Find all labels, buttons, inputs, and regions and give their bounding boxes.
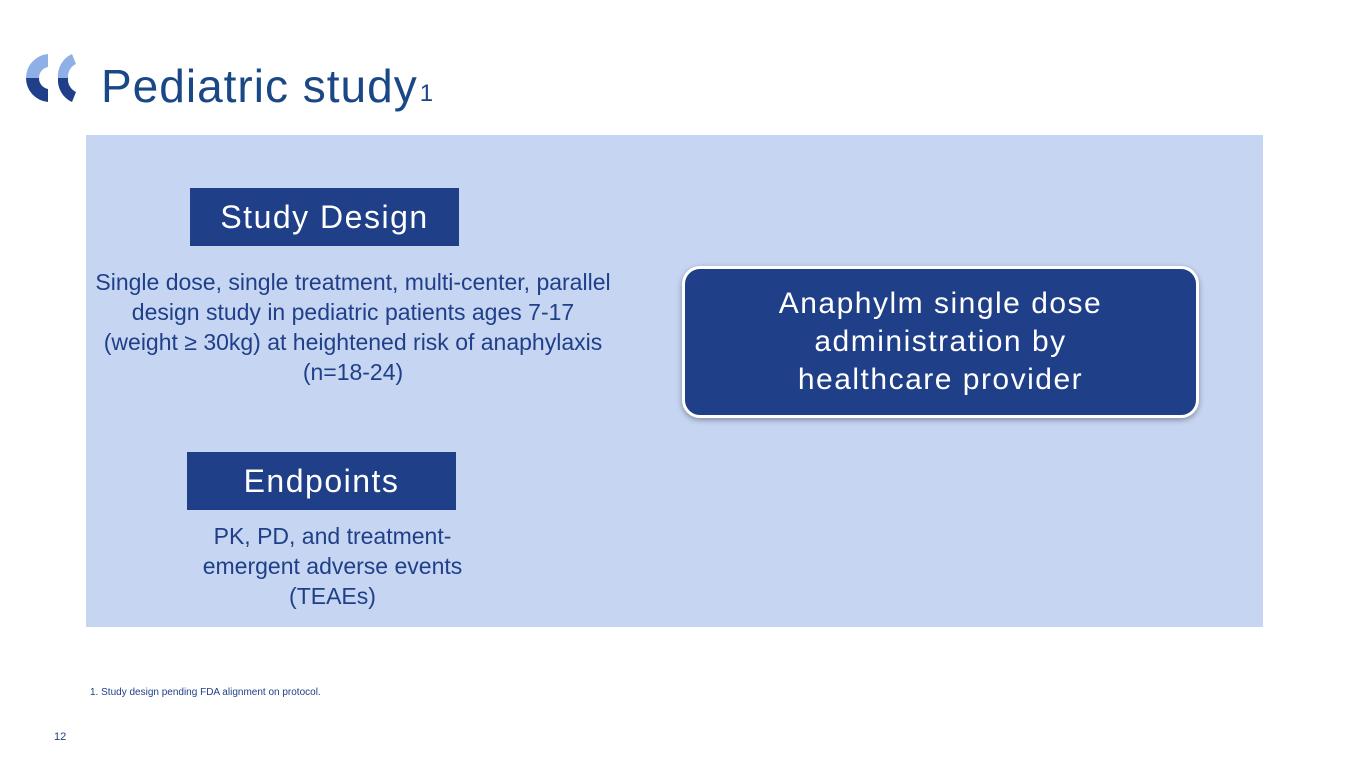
content-panel (86, 135, 1263, 627)
endpoints-label: Endpoints (187, 452, 456, 510)
study-design-description: Single dose, single treatment, multi-center, parallel design study in pediatric patients ages 7-17 (weight ≥ 30kg) at heightened risk of anaphylaxis (n=18-24) (95, 269, 611, 385)
page-title-text: Pediatric study (101, 60, 418, 112)
administration-box (682, 266, 1199, 418)
study-design-label: Study Design (190, 188, 459, 246)
page-title (101, 58, 433, 114)
company-logo-icon (24, 52, 82, 104)
footnote: 1. Study design pending FDA alignment on protocol. (90, 687, 321, 698)
administration-text: Anaphylm single dose administration by healthcare provider (778, 287, 1103, 396)
title-footnote-marker: 1 (419, 80, 434, 107)
endpoints-description: PK, PD, and treatment-emergent adverse events (TEAEs) (202, 523, 463, 609)
page-number: 12 (54, 731, 67, 743)
